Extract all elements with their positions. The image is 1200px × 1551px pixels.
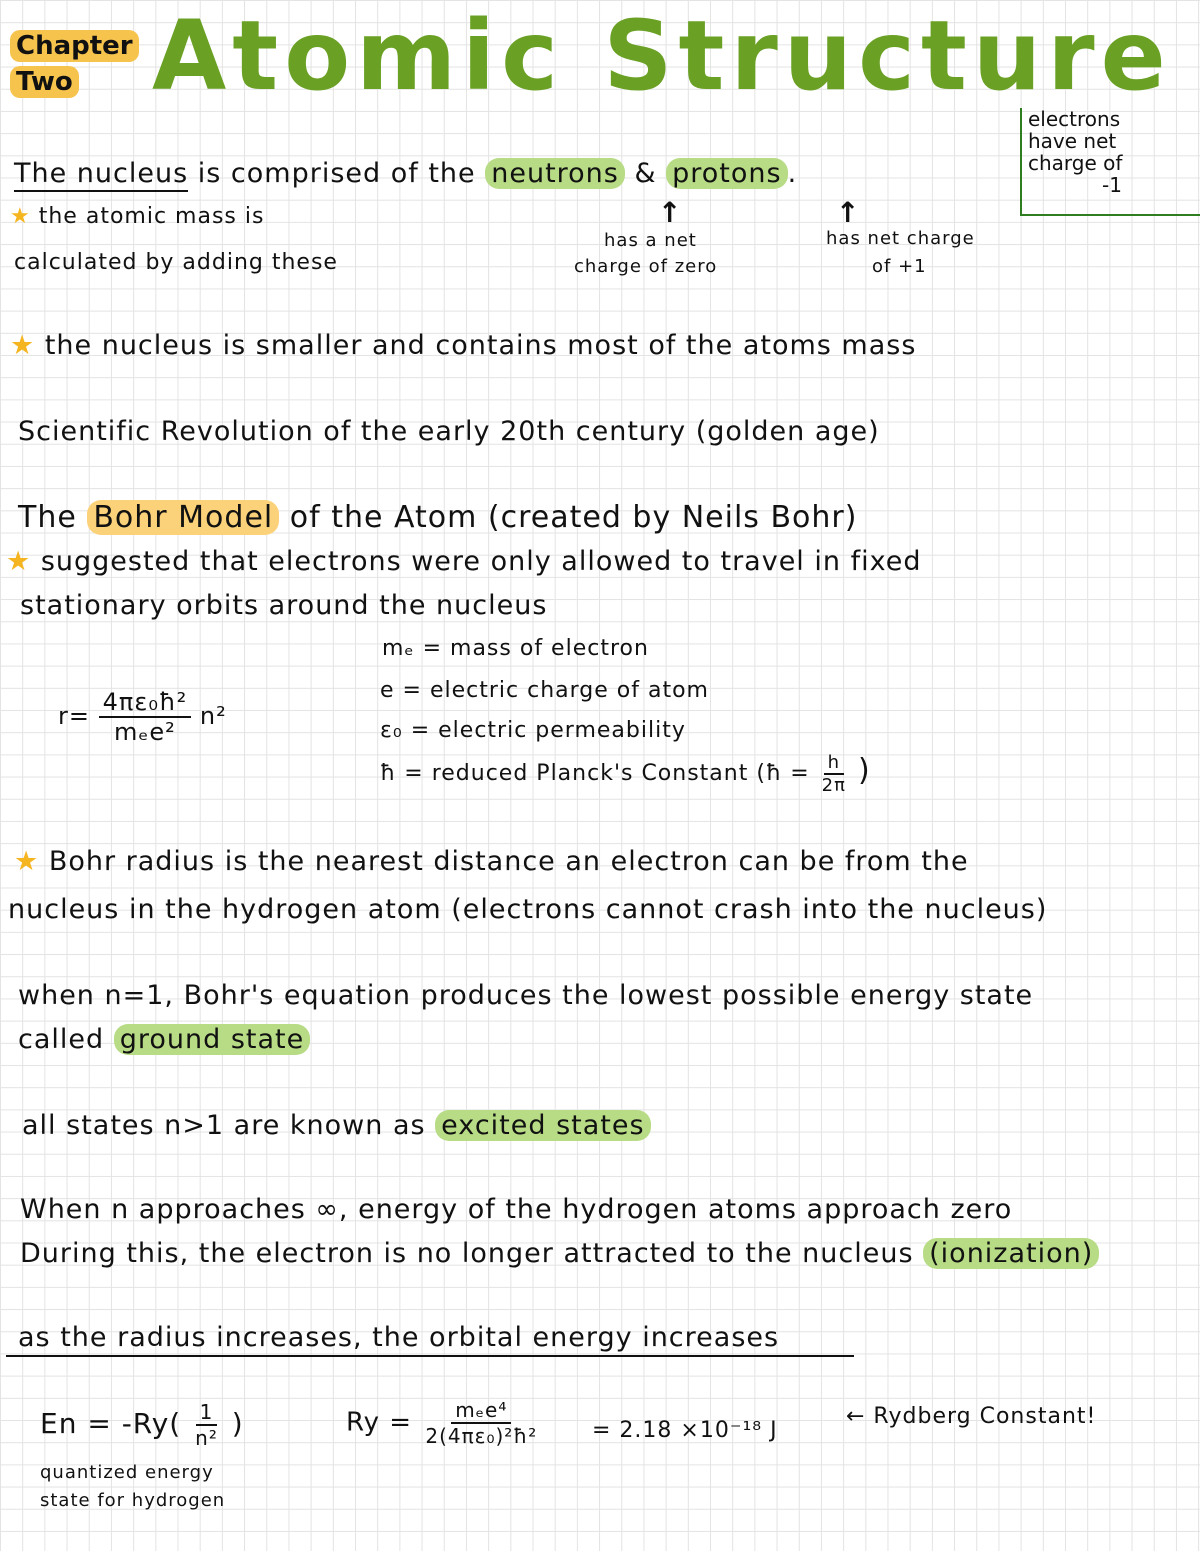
rydberg-denominator: 2(4πε₀)²ħ² (425, 1424, 538, 1448)
bohr-radius-formula (58, 688, 227, 746)
atomic-mass-line1 (10, 204, 264, 229)
chapter-number: Two (10, 66, 79, 98)
nucleus-intro-rest: is comprised of the (197, 158, 476, 189)
closing-paren: ) (857, 753, 871, 788)
proton-note-line2: of +1 (872, 256, 927, 277)
energy-lhs: En = -Ry( (40, 1407, 182, 1440)
ionization-text: During this, the electron is no longer attracted to the nucleus (20, 1238, 914, 1269)
neutron-note-line2: charge of zero (574, 256, 718, 277)
ionization-line2 (20, 1238, 1099, 1269)
formula-r: r= (58, 702, 90, 730)
orbital-energy-line: as the radius increases, the orbital energy increases (18, 1322, 780, 1353)
bohr-radius-line1 (14, 846, 969, 877)
scientific-revolution-line: Scientific Revolution of the early 20th century (golden age) (18, 416, 880, 447)
bohr-suggested-line2: stationary orbits around the nucleus (20, 590, 548, 621)
definition-e: e = electric charge of atom (380, 678, 709, 703)
bohr-model-highlight: Bohr Model (87, 500, 279, 535)
period: . (787, 158, 798, 189)
ionization-line1: When n approaches ∞, energy of the hydrogen atoms approach zero (20, 1194, 1013, 1225)
electron-note-line: have net (1028, 129, 1117, 153)
bohr-prefix: The (18, 500, 77, 535)
excited-states-line (22, 1110, 651, 1141)
energy-formula (40, 1400, 244, 1450)
formula-fraction (99, 688, 192, 746)
ampersand: & (634, 158, 657, 189)
excited-states-highlight: excited states (435, 1110, 650, 1141)
arrow-up-icon: ↑ (836, 196, 860, 229)
energy-rhs: ) (231, 1407, 244, 1440)
nucleus-smaller-text: the nucleus is smaller and contains most of the atoms mass (44, 330, 917, 361)
rydberg-note: ← Rydberg Constant! (846, 1404, 1097, 1429)
energy-denominator: n² (195, 1426, 218, 1450)
energy-numerator: 1 (196, 1400, 218, 1426)
definition-me: mₑ = mass of electron (382, 636, 649, 661)
arrow-up-icon: ↑ (658, 196, 682, 229)
energy-caption-line2: state for hydrogen (40, 1490, 226, 1511)
definition-hbar (380, 752, 871, 796)
bohr-radius-text: Bohr radius is the nearest distance an electron can be from the (48, 846, 969, 877)
protons-highlight: protons (666, 158, 787, 189)
bohr-radius-line2: nucleus in the hydrogen atom (electrons cannot crash into the nucleus) (8, 894, 1048, 925)
nucleus-smaller-line (10, 330, 916, 361)
electron-note-line: electrons (1028, 107, 1121, 131)
ionization-highlight: (ionization) (923, 1238, 1099, 1269)
nucleus-term: The nucleus (14, 158, 188, 192)
hbar-numerator: h (824, 752, 844, 775)
definition-epsilon: ε₀ = electric permeability (380, 718, 686, 743)
star-icon: ★ (10, 330, 36, 361)
bohr-suggested-line1 (6, 546, 922, 577)
electron-note-line: charge of (1028, 151, 1123, 175)
rydberg-value: = 2.18 ×10⁻¹⁸ J (592, 1418, 778, 1443)
star-icon: ★ (6, 546, 32, 577)
energy-caption-line1: quantized energy (40, 1462, 214, 1483)
divider-line (6, 1355, 854, 1357)
bohr-suffix: of the Atom (created by Neils Bohr) (289, 500, 858, 535)
neutrons-highlight: neutrons (485, 158, 625, 189)
star-icon: ★ (10, 204, 31, 229)
chapter-badge (10, 30, 139, 102)
definition-hbar-text: ħ = reduced Planck's Constant (ħ = (380, 761, 810, 786)
atomic-mass-text: the atomic mass is (38, 204, 265, 229)
energy-fraction (191, 1400, 222, 1450)
star-icon: ★ (14, 846, 40, 877)
formula-denominator: mₑe² (114, 718, 176, 746)
rydberg-formula (346, 1398, 541, 1448)
proton-note-line1: has net charge (826, 228, 975, 249)
formula-numerator: 4πε₀ħ² (99, 688, 192, 718)
rydberg-fraction (421, 1398, 541, 1448)
ground-state-highlight: ground state (114, 1024, 311, 1055)
ground-state-line2 (18, 1024, 310, 1055)
bohr-suggested-text: suggested that electrons were only allowed to travel in fixed (40, 546, 922, 577)
called-text: called (18, 1024, 105, 1055)
rydberg-numerator: mₑe⁴ (451, 1398, 511, 1424)
page-title: Atomic Structure (152, 0, 1172, 112)
rydberg-lhs: Ry = (346, 1407, 413, 1438)
bohr-model-heading (18, 500, 857, 535)
chapter-label: Chapter (10, 30, 139, 62)
neutron-note-line1: has a net (604, 230, 697, 251)
hbar-denominator: 2π (821, 775, 846, 796)
electron-note-line: -1 (1102, 173, 1122, 197)
electron-note-box (1020, 108, 1200, 216)
ground-state-line1: when n=1, Bohr's equation produces the lowest possible energy state (18, 980, 1034, 1011)
excited-prefix: all states n>1 are known as (22, 1110, 426, 1141)
hbar-fraction (818, 752, 850, 796)
formula-n-squared: n² (199, 702, 227, 730)
nucleus-intro (14, 158, 797, 189)
atomic-mass-line2: calculated by adding these (14, 250, 338, 275)
